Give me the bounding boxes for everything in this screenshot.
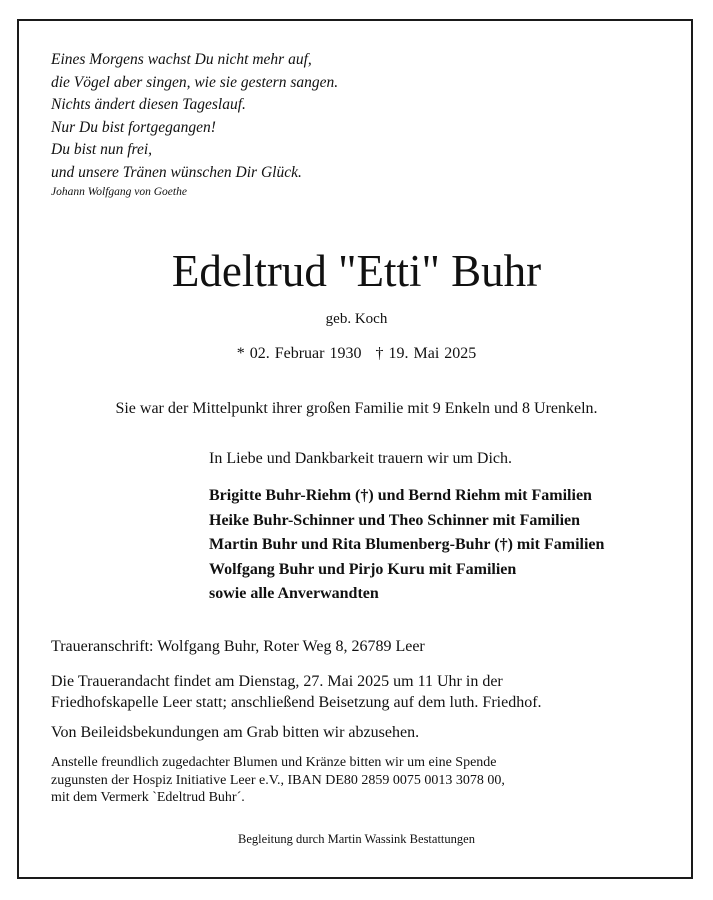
life-dates <box>0 345 713 363</box>
poem <box>51 49 338 184</box>
family-member: sowie alle Anverwandten <box>209 585 379 602</box>
family-member: Wolfgang Buhr und Pirjo Kuru mit Familien <box>209 560 517 578</box>
poem-line: und unsere Tränen wünschen Dir Glück. <box>51 163 302 181</box>
donation-line: zugunsten der Hospiz Initiative Leer e.V., IBAN DE80 2859 0075 0013 3078 00, <box>51 772 505 788</box>
poem-line: Eines Morgens wachst Du nicht mehr auf, <box>51 51 312 68</box>
mourning-address: Traueranschrift: Wolfgang Buhr, Roter Weg 8, 26789 Leer <box>51 638 425 655</box>
deceased-name: Edeltrud "Etti" Buhr <box>171 246 542 296</box>
donation-line: mit dem Vermerk `Edeltrud Buhr´. <box>51 790 245 805</box>
ceremony-line: Friedhofskapelle Leer statt; anschließend Beisetzung auf dem luth. Friedhof. <box>51 693 542 711</box>
family-member: Brigitte Buhr-Riehm (†) und Bernd Riehm mit Familien <box>209 487 592 504</box>
poem-line: Nichts ändert diesen Tageslauf. <box>51 96 246 113</box>
ceremony-line: Die Trauerandacht findet am Dienstag, 27. Mai 2025 um 11 Uhr in der <box>51 673 503 690</box>
ceremony-info <box>51 672 542 713</box>
poem-line: die Vögel aber singen, wie sie gestern sangen. <box>51 73 339 91</box>
death-date: † 19. Mai 2025 <box>375 345 477 362</box>
donation-info <box>51 754 505 807</box>
birth-name: geb. Koch <box>325 311 388 327</box>
family-member: Heike Buhr-Schinner und Theo Schinner mit Familien <box>209 511 581 529</box>
poem-line: Du bist nun frei, <box>51 141 153 158</box>
condolence-note: Von Beileidsbekundungen am Grab bitten wir abzusehen. <box>51 724 420 741</box>
poem-line: Nur Du bist fortgegangen! <box>51 118 216 136</box>
poem-author: Johann Wolfgang von Goethe <box>51 186 187 198</box>
family-list <box>209 484 604 607</box>
tribute-text: Sie war der Mittelpunkt ihrer großen Familie mit 9 Enkeln und 8 Urenkeln. <box>115 400 598 417</box>
birth-date: * 02. Februar 1930 <box>236 345 362 362</box>
mourning-line: In Liebe und Dankbarkeit trauern wir um Dich. <box>209 450 513 467</box>
family-member: Martin Buhr und Rita Blumenberg-Buhr (†) mit Familien <box>209 536 605 553</box>
undertaker-credit: Begleitung durch Martin Wassink Bestattungen <box>238 832 475 846</box>
donation-line: Anstelle freundlich zugedachter Blumen und Kränze bitten wir um eine Spende <box>51 755 497 770</box>
